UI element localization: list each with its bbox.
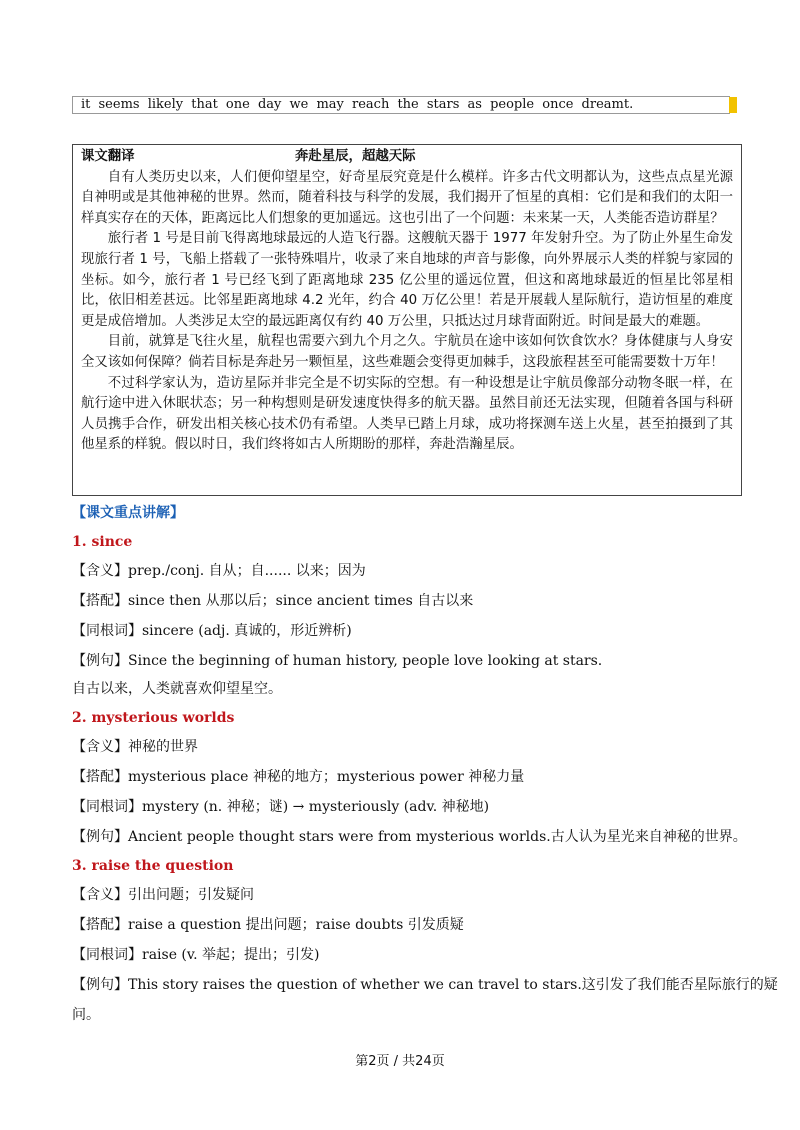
page-footer: 第2页 / 共24页 bbox=[355, 1054, 445, 1069]
example-line bbox=[72, 650, 730, 672]
keyword-heading: 3. raise the question bbox=[72, 858, 234, 874]
line-tag: 【例句】 bbox=[72, 829, 128, 845]
line-text: Since the beginning of human history, people love looking at stars. bbox=[128, 653, 603, 669]
line-text: raise a question 提出问题；raise doubts 引发质疑 bbox=[128, 917, 464, 933]
translation-paragraph: 自有人类历史以来，人们便仰望星空，好奇星辰究竟是什么模样。许多古代文明都认为，这些点点星光源自神明或是其他神秘的世界。然而，随着科技与科学的发展，我们揭开了恒星的真相：它们是和我们的太阳一样真实存在的天体，距离远比人们想象的更加遥远。这也引出了一个问题：未来某一天，人类能否造访群星？ bbox=[81, 169, 733, 226]
definition-line bbox=[72, 884, 730, 906]
translation-paragraph: 目前，就算是飞往火星，航程也需要六到九个月之久。宇航员在途中该如何饮食饮水？身体健康与人身安全又该如何保障？倘若目标是奔赴另一颗恒星，这些难题会变得更加棘手，这段旅程甚至可能需要数十万年！ bbox=[81, 334, 733, 370]
line-text: prep./conj. 自从；自...... 以来；因为 bbox=[128, 563, 366, 579]
cognate-line bbox=[72, 620, 730, 642]
highlight-bar bbox=[729, 97, 737, 113]
line-text: 神秘的世界 bbox=[128, 739, 198, 755]
line-text: mysterious place 神秘的地方；mysterious power 神秘力量 bbox=[128, 769, 525, 785]
line-tag: 【含义】 bbox=[72, 887, 128, 903]
example-continuation: 问。 bbox=[72, 1007, 100, 1023]
line-tag: 【搭配】 bbox=[72, 593, 128, 609]
translation-box bbox=[72, 144, 742, 496]
cognate-line bbox=[72, 796, 730, 818]
line-tag: 【同根词】 bbox=[72, 799, 142, 815]
translation-header bbox=[81, 147, 733, 168]
line-tag: 【例句】 bbox=[72, 977, 128, 993]
keyword-heading: 1. since bbox=[72, 534, 133, 550]
line-tag: 【含义】 bbox=[72, 739, 128, 755]
translation-label: 课文翻译 bbox=[81, 149, 135, 164]
line-text: mystery (n. 神秘；谜) → mysteriously (adv. 神秘地) bbox=[142, 799, 490, 815]
line-text: This story raises the question of whether we can travel to stars.这引发了我们能否星际旅行的疑 bbox=[128, 977, 778, 993]
top-sentence: it seems likely that one day we may reach the stars as people once dreamt. bbox=[81, 97, 634, 112]
top-sentence-box bbox=[72, 96, 730, 114]
section-heading: 【课文重点讲解】 bbox=[72, 505, 184, 521]
line-text: Ancient people thought stars were from mysterious worlds.古人认为星光来自神秘的世界。 bbox=[128, 829, 747, 845]
example-translation: 自古以来，人类就喜欢仰望星空。 bbox=[72, 681, 282, 697]
example-line bbox=[72, 974, 778, 996]
line-tag: 【搭配】 bbox=[72, 769, 128, 785]
collocation-line bbox=[72, 590, 730, 612]
translation-paragraph: 旅行者 1 号是目前飞得离地球最远的人造飞行器。这艘航天器于 1977 年发射升空。为了防止外星生命发现旅行者 1 号，飞船上搭载了一张特殊唱片，收录了来自地球的声音与影像，向外界展示人类的样貌与家园的坐标。如今，旅行者 1 号已经飞到了距离地球 235 亿公里的遥远位置，但这和离地球最近的恒星比邻星相比，依旧相差甚远。比邻星距离地球 4.2 光年，约合 40 万亿公里！若是开展载人星际航行，造访恒星的难度更是成倍增加。人类涉足太空的最远距离仅有约 40 万公里，只抵达过月球背面附近。时间是最大的难题。 bbox=[81, 231, 733, 329]
definition-line bbox=[72, 560, 730, 582]
line-text: since then 从那以后；since ancient times 自古以来 bbox=[128, 593, 474, 609]
translation-paragraph: 不过科学家认为，造访星际并非完全是不切实际的空想。有一种设想是让宇航员像部分动物冬眠一样，在航行途中进入休眠状态；另一种构想则是研发速度快得多的航天器。虽然目前还无法实现，但随着各国与科研人员携手合作，研发出相关核心技术仍有希望。人类早已踏上月球，成功将探测车送上火星，甚至拍摄到了其他星系的样貌。假以时日，我们终将如古人所期盼的那样，奔赴浩瀚星辰。 bbox=[81, 375, 733, 453]
line-tag: 【含义】 bbox=[72, 563, 128, 579]
line-tag: 【同根词】 bbox=[72, 947, 142, 963]
collocation-line bbox=[72, 766, 730, 788]
line-text: raise (v. 举起；提出；引发) bbox=[142, 947, 320, 963]
collocation-line bbox=[72, 914, 730, 936]
line-tag: 【搭配】 bbox=[72, 917, 128, 933]
keyword-heading: 2. mysterious worlds bbox=[72, 710, 235, 726]
definition-line bbox=[72, 736, 730, 758]
line-text: sincere (adj. 真诚的，形近辨析) bbox=[142, 623, 352, 639]
example-line bbox=[72, 826, 747, 848]
cognate-line bbox=[72, 944, 730, 966]
line-tag: 【同根词】 bbox=[72, 623, 142, 639]
translation-title: 奔赴星辰，超越天际 bbox=[295, 149, 416, 164]
line-tag: 【例句】 bbox=[72, 653, 128, 669]
line-text: 引出问题；引发疑问 bbox=[128, 887, 254, 903]
